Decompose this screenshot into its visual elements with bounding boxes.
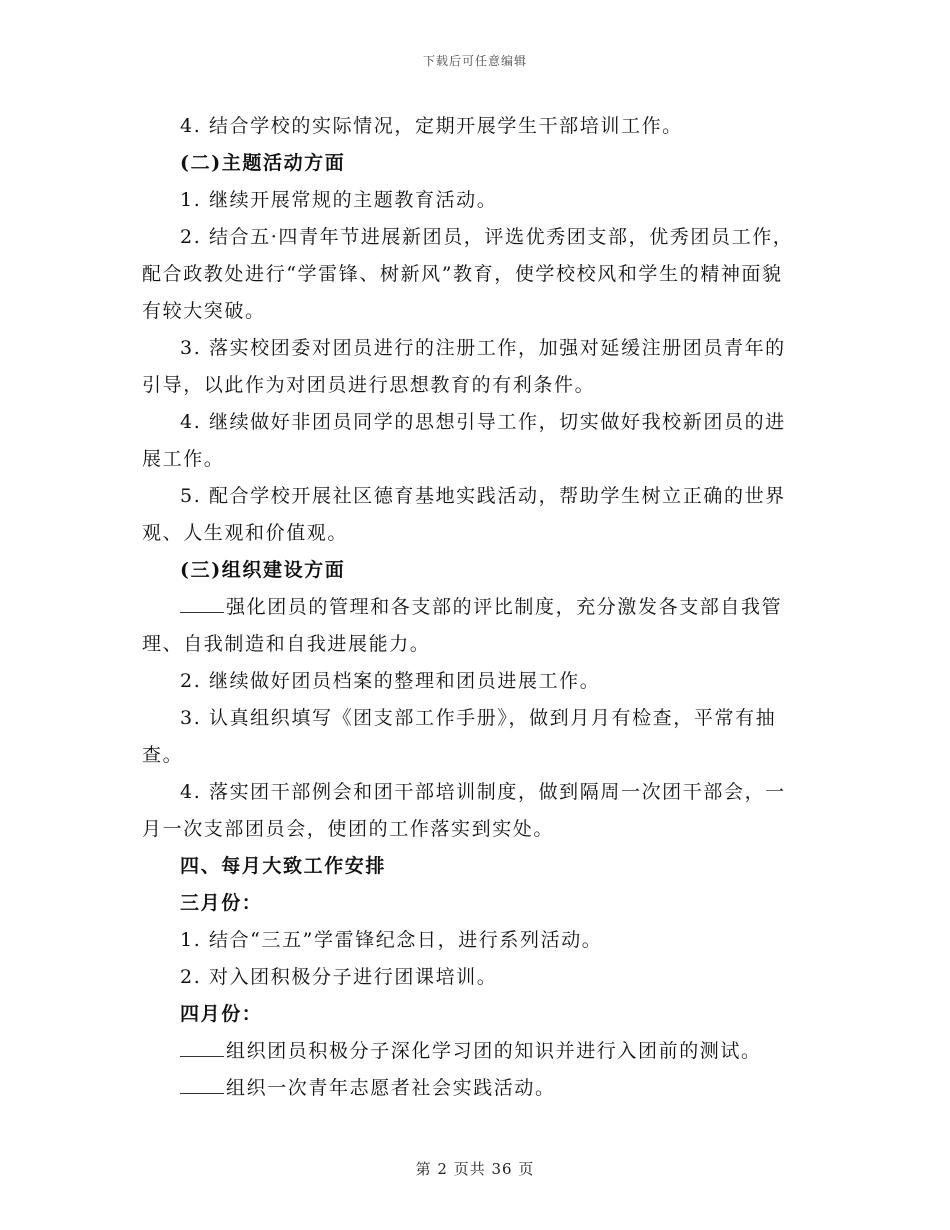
paragraph: 5. 配合学校开展社区德育基地实践活动，帮助学生树立正确的世界观、人生观和价值观。 xyxy=(142,485,786,544)
paragraph-text: 组织团员积极分子深化学习团的知识并进行入团前的测试。 xyxy=(226,1040,762,1062)
fill-in-blank xyxy=(180,594,224,613)
paragraph-with-blank xyxy=(142,1033,802,1070)
paragraph-text: 组织一次青年志愿者社会实践活动。 xyxy=(226,1077,556,1099)
paragraph-text: 强化团员的管理和各支部的评比制度，充分激发各支部自我管理、自我制造和自我进展能力。 xyxy=(142,596,783,655)
paragraph: 2. 结合五·四青年节进展新团员，评选优秀团支部，优秀团员工作，配合政教处进行“学雷锋、树新风”教育，使学校校风和学生的精神面貌有较大突破。 xyxy=(142,226,794,322)
month-heading: 四月份： xyxy=(180,1003,263,1025)
paragraph: 2. 继续做好团员档案的整理和团员进展工作。 xyxy=(180,670,601,692)
paragraph: 2. 对入团积极分子进行团课培训。 xyxy=(180,966,498,988)
document-body xyxy=(142,108,802,1107)
fill-in-blank xyxy=(180,1038,224,1057)
paragraph: 3. 认真组织填写《团支部工作手册》，做到月月有检查，平常有抽查。 xyxy=(142,707,777,766)
paragraph: 4. 继续做好非团员同学的思想引导工作，切实做好我校新团员的进展工作。 xyxy=(142,411,786,470)
section-heading: 四、每月大致工作安排 xyxy=(180,855,387,877)
paragraph-with-blank xyxy=(142,589,802,663)
page-number-footer: 第 2 页共 36 页 xyxy=(415,1160,535,1178)
page-header-note: 下载后可任意编辑 xyxy=(422,54,527,68)
paragraph: 4. 落实团干部例会和团干部培训制度，做到隔周一次团干部会，一月一次支部团员会，使团的工作落实到实处。 xyxy=(142,781,786,840)
paragraph-with-blank xyxy=(142,1070,802,1107)
paragraph: 1. 继续开展常规的主题教育活动。 xyxy=(180,189,498,211)
paragraph: 3. 落实校团委对团员进行的注册工作，加强对延缓注册团员青年的引导，以此作为对团员进行思想教育的有利条件。 xyxy=(142,337,786,396)
month-heading: 三月份： xyxy=(180,892,263,914)
fill-in-blank xyxy=(180,1075,224,1094)
paragraph: 1. 结合“三五”学雷锋纪念日，进行系列活动。 xyxy=(180,929,603,951)
section-heading: (三)组织建设方面 xyxy=(180,559,346,581)
section-heading: (二)主题活动方面 xyxy=(180,152,346,174)
paragraph: 4. 结合学校的实际情况，定期开展学生干部培训工作。 xyxy=(180,115,683,137)
